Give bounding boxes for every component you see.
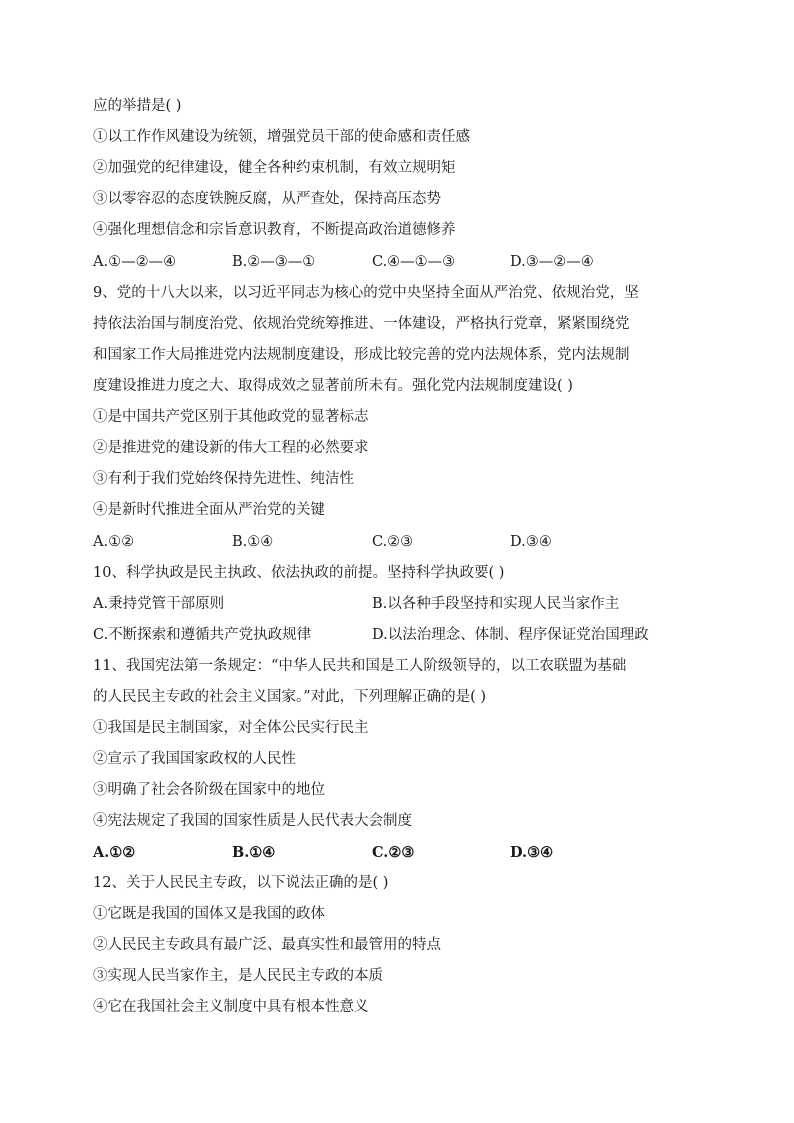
- q8-option-c: C.④—①—③: [372, 254, 456, 270]
- q11-item-2: ②宣示了我国国家政权的人民性: [93, 751, 296, 767]
- q12-item-1: ①它既是我国的国体又是我国的政体: [93, 906, 325, 922]
- q8-stem-tail: 应的举措是( ): [93, 98, 182, 114]
- q9-stem-line-4: 度建设推进力度之大、取得成效之显著前所未有。强化党内法规制度建设( ): [93, 378, 573, 394]
- q11-option-d: D.③④: [510, 844, 554, 861]
- q10-option-a: A.秉持党管干部原则: [93, 596, 225, 612]
- q8-option-a: A.①—②—④: [93, 254, 177, 270]
- q10-option-b: B.以各种手段坚持和实现人民当家作主: [372, 596, 620, 612]
- q9-option-a: A.①②: [93, 534, 135, 550]
- q8-option-d: D.③—②—④: [510, 254, 594, 270]
- q11-item-4: ④宪法规定了我国的国家性质是人民代表大会制度: [93, 813, 412, 829]
- q11-item-1: ①我国是民主制国家，对全体公民实行民主: [93, 720, 369, 736]
- q8-item-2: ②加强党的纪律建设，健全各种约束机制，有效立规明矩: [93, 160, 456, 176]
- q12-stem: 12、关于人民民主专政，以下说法正确的是( ): [93, 875, 389, 891]
- q11-option-c: C.②③: [372, 844, 415, 861]
- q8-item-4: ④强化理想信念和宗旨意识教育，不断提高政治道德修养: [93, 222, 456, 238]
- q9-option-b: B.①④: [232, 534, 274, 550]
- q8-option-b: B.②—③—①: [232, 254, 316, 270]
- q10-stem: 10、科学执政是民主执政、依法执政的前提。坚持科学执政要( ): [93, 565, 505, 581]
- q8-item-3: ③以零容忍的态度铁腕反腐，从严查处，保持高压态势: [93, 191, 441, 207]
- q9-stem-line-3: 和国家工作大局推进党内法规制度建设，形成比较完善的党内法规体系，党内法规制: [93, 347, 630, 363]
- q10-option-c: C.不断探索和遵循共产党执政规律: [93, 627, 312, 643]
- q11-stem-line-1: 11、我国宪法第一条规定：“中华人民共和国是工人阶级领导的，以工农联盟为基础: [93, 658, 627, 674]
- q9-stem-line-2: 持依法治国与制度治党、依规治党统筹推进、一体建设，严格执行党章，紧紧围绕党: [93, 316, 630, 332]
- q9-stem-line-1: 9、党的十八大以来，以习近平同志为核心的党中央坚持全面从严治党、依规治党，坚: [93, 285, 639, 301]
- q9-item-4: ④是新时代推进全面从严治党的关键: [93, 502, 325, 518]
- q12-item-4: ④它在我国社会主义制度中具有根本性意义: [93, 999, 369, 1015]
- q9-option-d: D.③④: [510, 534, 552, 550]
- q8-item-1: ①以工作作风建设为统领，增强党员干部的使命感和责任感: [93, 129, 470, 145]
- q10-option-d: D.以法治理念、体制、程序保证党治国理政: [372, 627, 649, 643]
- q9-item-3: ③有利于我们党始终保持先进性、纯洁性: [93, 471, 354, 487]
- q11-stem-line-2: 的人民民主专政的社会主义国家。”对此，下列理解正确的是( ): [93, 689, 487, 705]
- q11-option-a: A.①②: [93, 844, 136, 861]
- q12-item-3: ③实现人民当家作主，是人民民主专政的本质: [93, 968, 383, 984]
- q11-item-3: ③明确了社会各阶级在国家中的地位: [93, 782, 325, 798]
- q12-item-2: ②人民民主专政具有最广泛、最真实性和最管用的特点: [93, 937, 441, 953]
- q9-item-1: ①是中国共产党区别于其他政党的显著标志: [93, 409, 369, 425]
- q11-option-b: B.①④: [232, 844, 276, 861]
- q9-item-2: ②是推进党的建设新的伟大工程的必然要求: [93, 440, 369, 456]
- q9-option-c: C.②③: [372, 534, 414, 550]
